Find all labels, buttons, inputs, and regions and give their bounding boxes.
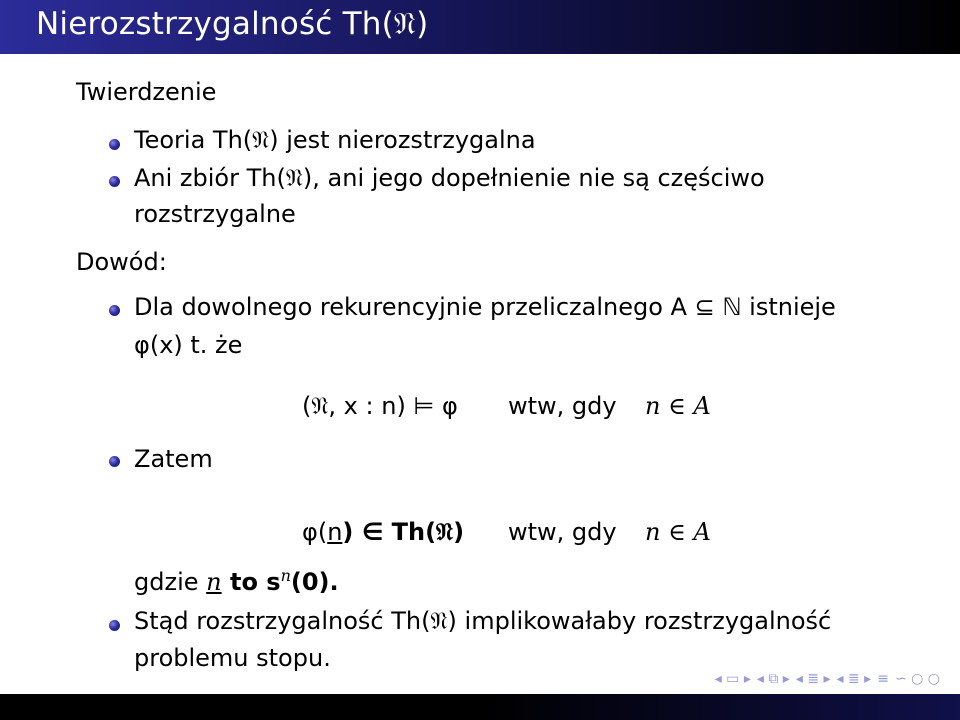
formula-2-rest: ) ∈ Th(𝔑)	[342, 518, 465, 546]
bullet-icon	[109, 456, 120, 467]
proof-label: Dowód:	[76, 248, 167, 276]
gdzie-text-c: (0).	[290, 568, 339, 596]
proof-item-1-line-1: Dla dowolnego rekurencyjnie przeliczalnego A ⊆ ℕ istnieje	[134, 293, 836, 321]
bullet-icon	[109, 620, 120, 631]
navigation-bar	[715, 668, 940, 690]
nav-subsection-icon[interactable]: ◂ ≣ ▸	[795, 671, 831, 687]
proof-item-1-line-2: φ(x) t. że	[134, 331, 243, 359]
gdzie-text-a: gdzie	[134, 568, 207, 596]
formula-2-left	[302, 518, 464, 546]
theorem-item-2-line-2: rozstrzygalne	[134, 200, 296, 228]
theorem-item-2-line-1: Ani zbiór Th(𝔑), ani jego dopełnienie nie są częściwo	[134, 164, 765, 192]
gdzie-text-b: to s	[221, 568, 281, 596]
nav-search-icon[interactable]: ∽ ○ ○	[894, 671, 940, 687]
nav-left-icon[interactable]: ◂ ▭ ▸	[714, 671, 751, 687]
gdzie-sup: n	[280, 566, 291, 585]
nav-section-icon[interactable]: ◂ ≣ ▸	[836, 671, 872, 687]
theorem-item-1: Teoria Th(𝔑) jest nierozstrzygalna	[134, 126, 536, 154]
nav-frame-icon[interactable]: ◂ ⧉ ▸	[756, 671, 790, 687]
formula-1-right: n ∈ A	[645, 392, 711, 420]
zatem-label: Zatem	[134, 445, 213, 473]
formula-1-mid: wtw, gdy	[508, 392, 617, 420]
formula-2-right: n ∈ A	[645, 518, 711, 546]
formula-2-n: n	[327, 518, 343, 546]
last-item-line-1: Stąd rozstrzygalność Th(𝔑) implikowałaby rozstrzygalność	[134, 607, 832, 635]
bullet-icon	[109, 139, 120, 150]
title-bar	[0, 0, 960, 54]
formula-1-left: (𝔑, x : n) ⊨ φ	[302, 392, 458, 420]
formula-2-mid: wtw, gdy	[508, 518, 617, 546]
slide-title: Nierozstrzygalność Th(𝔑)	[36, 6, 429, 42]
gdzie-line	[134, 566, 339, 596]
formula-2-phi: φ(	[302, 518, 328, 546]
last-item-line-2: problemu stopu.	[134, 644, 331, 672]
gdzie-n: n	[206, 568, 222, 596]
theorem-heading: Twierdzenie	[76, 78, 217, 106]
bullet-icon	[109, 176, 120, 187]
bottom-bar	[0, 694, 960, 720]
bullet-icon	[109, 305, 120, 316]
nav-align-icon[interactable]: ≡	[877, 671, 889, 687]
